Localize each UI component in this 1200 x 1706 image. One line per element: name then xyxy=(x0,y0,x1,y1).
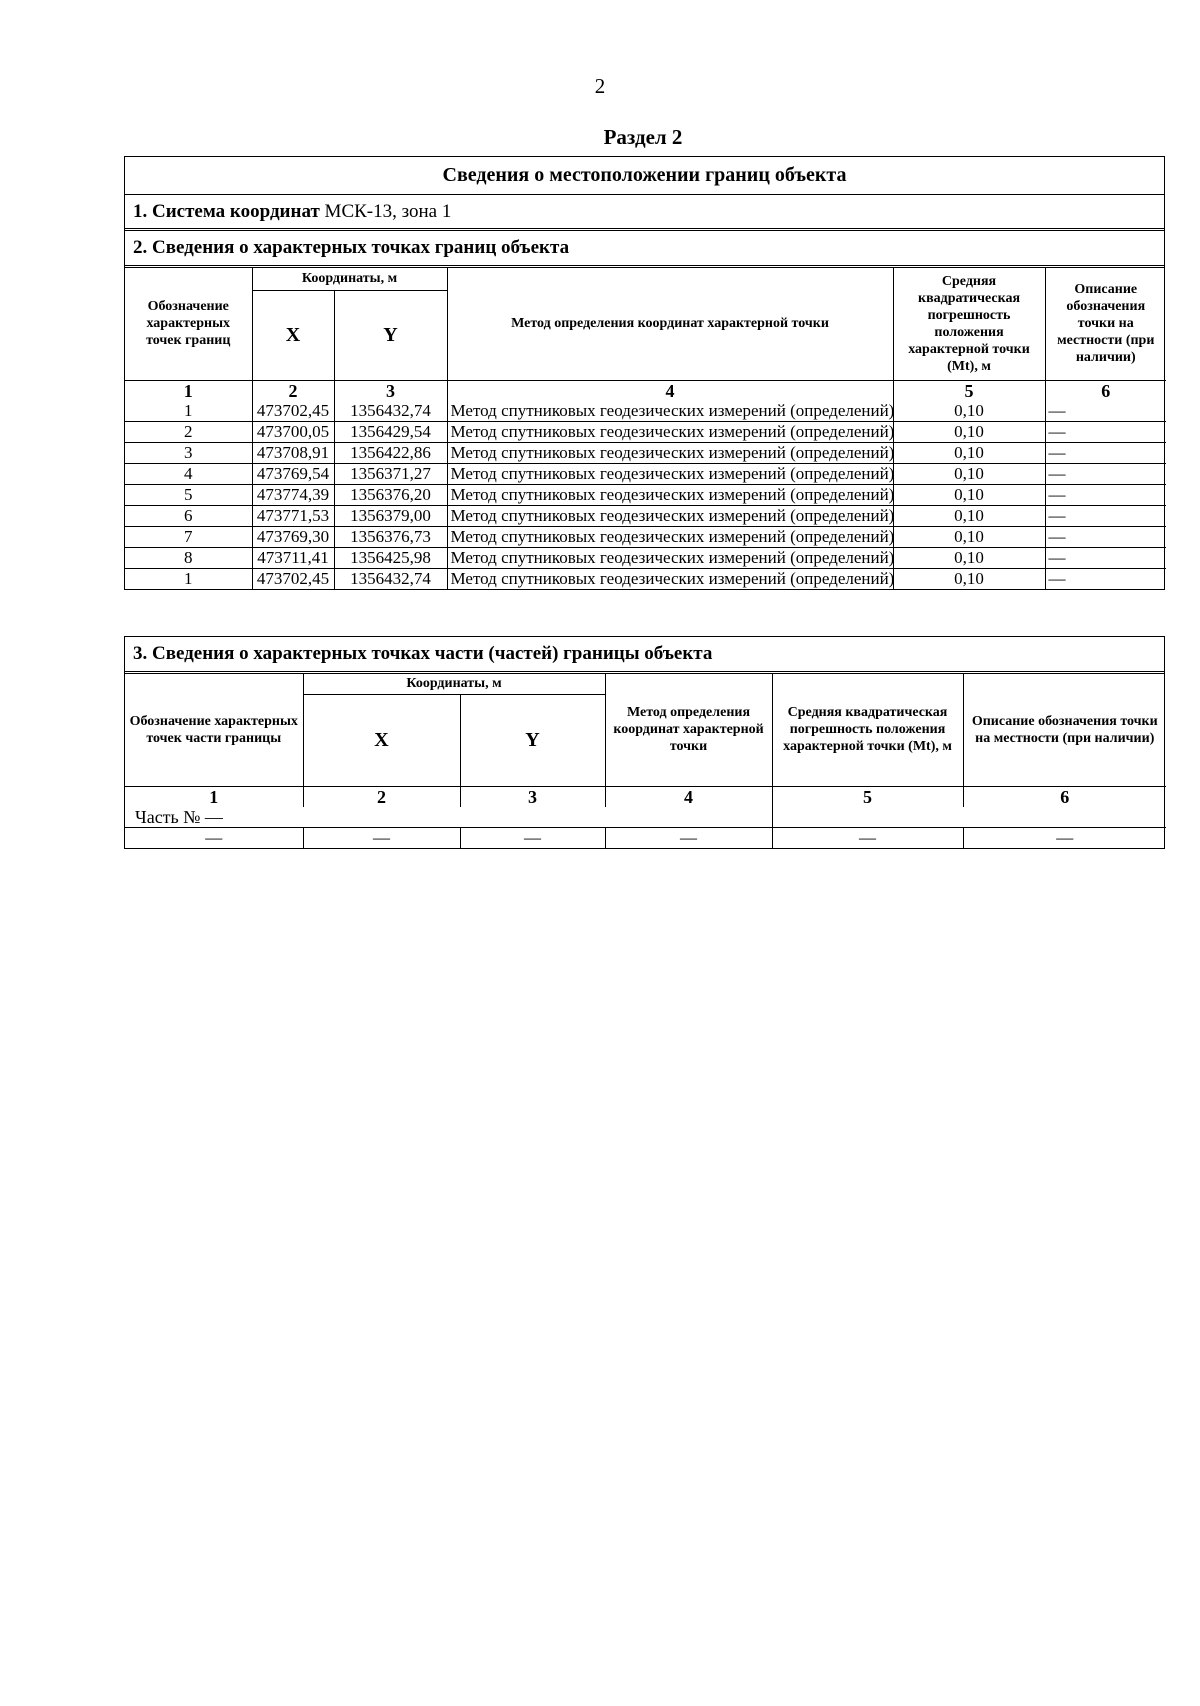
part-label-row xyxy=(125,807,1166,828)
header-point-name: Обозначение характерных точек границ xyxy=(125,268,252,380)
header-x: X xyxy=(252,290,334,380)
method-cell: Метод спутниковых геодезических измерений (определений) xyxy=(447,526,893,547)
point-number-cell: 1 xyxy=(125,401,252,422)
part-empty-row xyxy=(125,827,1166,848)
section-title: Раздел 2 xyxy=(603,125,683,149)
coord-system-label: 1. Система координат xyxy=(133,201,320,222)
empty-cell: — xyxy=(772,827,963,848)
table-row xyxy=(125,442,1166,463)
method-cell: Метод спутниковых геодезических измерений (определений) xyxy=(447,568,893,589)
description-cell: — xyxy=(1045,547,1166,568)
column-number: 2 xyxy=(303,786,460,807)
point-number-cell: 3 xyxy=(125,442,252,463)
column-number: 6 xyxy=(1045,380,1166,401)
point-number-cell: 1 xyxy=(125,568,252,589)
header-description: Описание обозначения точки на местности (при наличии) xyxy=(1045,268,1166,380)
description-cell: — xyxy=(1045,568,1166,589)
boundary-info-block xyxy=(124,156,1165,590)
y-coordinate-cell: 1356425,98 xyxy=(334,547,447,568)
y-coordinate-cell: 1356376,73 xyxy=(334,526,447,547)
header-y: Y xyxy=(334,290,447,380)
part-column-number-row xyxy=(125,786,1166,807)
table-row xyxy=(125,526,1166,547)
empty-cell: — xyxy=(460,827,605,848)
header-coordinates: Координаты, м xyxy=(252,268,447,290)
empty-cell: — xyxy=(605,827,772,848)
header-error: Средняя квадратическая погрешность положения характерной точки (Mt), м xyxy=(893,268,1045,380)
part-header-x: X xyxy=(303,694,460,786)
method-cell: Метод спутниковых геодезических измерений (определений) xyxy=(447,484,893,505)
description-cell: — xyxy=(1045,484,1166,505)
block-title: Сведения о местоположении границ объекта xyxy=(125,157,1164,195)
y-coordinate-cell: 1356432,74 xyxy=(334,568,447,589)
part-header-error: Средняя квадратическая погрешность положения характерной точки (Mt), м xyxy=(772,674,963,786)
part-header-description: Описание обозначения точки на местности (при наличии) xyxy=(963,674,1166,786)
table-row xyxy=(125,484,1166,505)
table-row xyxy=(125,547,1166,568)
table-row xyxy=(125,463,1166,484)
method-cell: Метод спутниковых геодезических измерений (определений) xyxy=(447,401,893,422)
description-cell: — xyxy=(1045,463,1166,484)
y-coordinate-cell: 1356429,54 xyxy=(334,421,447,442)
empty-cell: — xyxy=(125,827,303,848)
x-coordinate-cell: 473700,05 xyxy=(252,421,334,442)
y-coordinate-cell: 1356422,86 xyxy=(334,442,447,463)
page-number: 2 xyxy=(594,74,606,98)
x-coordinate-cell: 473771,53 xyxy=(252,505,334,526)
y-coordinate-cell: 1356371,27 xyxy=(334,463,447,484)
points-subheading: 2. Сведения о характерных точках границ объекта xyxy=(125,231,1164,268)
point-number-cell: 6 xyxy=(125,505,252,526)
table-row xyxy=(125,505,1166,526)
description-cell: — xyxy=(1045,401,1166,422)
part-header-y: Y xyxy=(460,694,605,786)
part-label: Часть № — xyxy=(125,807,772,828)
description-cell: — xyxy=(1045,442,1166,463)
header-method: Метод определения координат характерной точки xyxy=(447,268,893,380)
part-header-point-name: Обозначение характерных точек части границы xyxy=(125,674,303,786)
description-cell: — xyxy=(1045,505,1166,526)
column-number: 2 xyxy=(252,380,334,401)
y-coordinate-cell: 1356376,20 xyxy=(334,484,447,505)
method-cell: Метод спутниковых геодезических измерений (определений) xyxy=(447,421,893,442)
column-number: 6 xyxy=(963,786,1166,807)
table-row xyxy=(125,421,1166,442)
boundary-points-table xyxy=(125,268,1166,589)
x-coordinate-cell: 473769,54 xyxy=(252,463,334,484)
column-number-row xyxy=(125,380,1166,401)
error-cell: 0,10 xyxy=(893,568,1045,589)
point-number-cell: 2 xyxy=(125,421,252,442)
column-number: 5 xyxy=(893,380,1045,401)
method-cell: Метод спутниковых геодезических измерений (определений) xyxy=(447,463,893,484)
column-number: 1 xyxy=(125,380,252,401)
part-points-table xyxy=(125,674,1166,848)
y-coordinate-cell: 1356379,00 xyxy=(334,505,447,526)
column-number: 5 xyxy=(772,786,963,807)
part-points-subheading: 3. Сведения о характерных точках части (частей) границы объекта xyxy=(125,637,1164,674)
y-coordinate-cell: 1356432,74 xyxy=(334,401,447,422)
error-cell: 0,10 xyxy=(893,547,1045,568)
x-coordinate-cell: 473711,41 xyxy=(252,547,334,568)
x-coordinate-cell: 473774,39 xyxy=(252,484,334,505)
point-number-cell: 4 xyxy=(125,463,252,484)
table-row xyxy=(125,401,1166,422)
coord-system-row xyxy=(125,195,1164,231)
x-coordinate-cell: 473702,45 xyxy=(252,568,334,589)
x-coordinate-cell: 473702,45 xyxy=(252,401,334,422)
part-header-method: Метод определения координат характерной точки xyxy=(605,674,772,786)
error-cell: 0,10 xyxy=(893,463,1045,484)
error-cell: 0,10 xyxy=(893,484,1045,505)
description-cell: — xyxy=(1045,526,1166,547)
description-cell: — xyxy=(1045,421,1166,442)
error-cell: 0,10 xyxy=(893,526,1045,547)
column-number: 4 xyxy=(447,380,893,401)
method-cell: Метод спутниковых геодезических измерений (определений) xyxy=(447,547,893,568)
point-number-cell: 8 xyxy=(125,547,252,568)
point-number-cell: 5 xyxy=(125,484,252,505)
point-number-cell: 7 xyxy=(125,526,252,547)
error-cell: 0,10 xyxy=(893,421,1045,442)
empty-cell: — xyxy=(963,827,1166,848)
method-cell: Метод спутниковых геодезических измерений (определений) xyxy=(447,442,893,463)
coord-system-value: МСК-13, зона 1 xyxy=(324,201,452,222)
method-cell: Метод спутниковых геодезических измерений (определений) xyxy=(447,505,893,526)
error-cell: 0,10 xyxy=(893,442,1045,463)
table-row xyxy=(125,568,1166,589)
column-number: 4 xyxy=(605,786,772,807)
error-cell: 0,10 xyxy=(893,401,1045,422)
error-cell: 0,10 xyxy=(893,505,1045,526)
part-header-coordinates: Координаты, м xyxy=(303,674,605,694)
empty-cell: — xyxy=(303,827,460,848)
column-number: 3 xyxy=(334,380,447,401)
x-coordinate-cell: 473769,30 xyxy=(252,526,334,547)
column-number: 1 xyxy=(125,786,303,807)
x-coordinate-cell: 473708,91 xyxy=(252,442,334,463)
part-label-empty xyxy=(772,807,1166,828)
column-number: 3 xyxy=(460,786,605,807)
part-points-block xyxy=(124,636,1165,849)
